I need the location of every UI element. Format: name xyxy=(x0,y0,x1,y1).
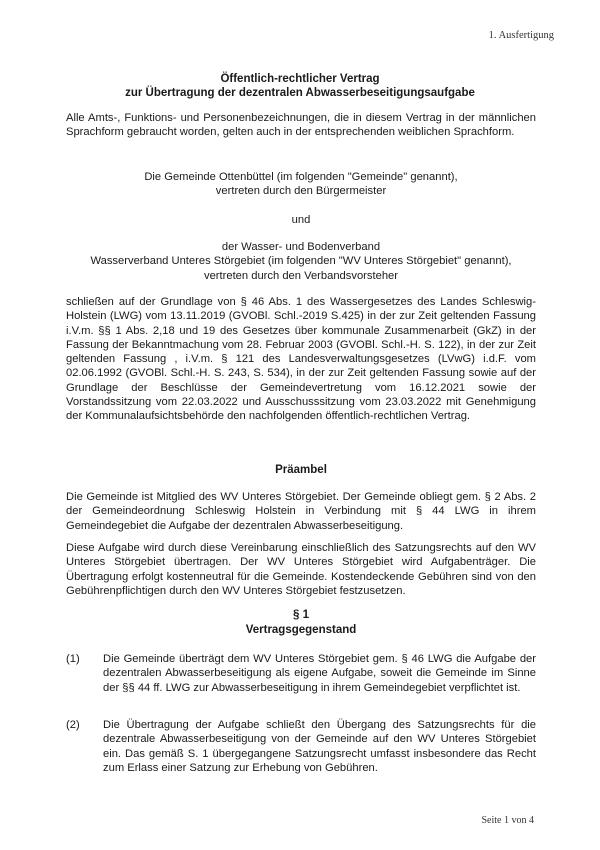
party-gemeinde-line-1: Die Gemeinde Ottenbüttel (im folgenden "Gemeinde" genannt), xyxy=(144,171,458,183)
party-verband-line-1: der Wasser- und Bodenverband xyxy=(221,241,381,253)
item-text: Die Gemeinde überträgt dem WV Unteres Störgebiet gem. § 46 LWG die Aufgabe der dezentralen Abwasserbeseitigung als eigene Aufgabe, soweit die Gemeinde im Sinne der §§ 44 ff. LWG zur Abwasserbeseitigung in ihrem Gemeindegebiet verpflichtet ist. xyxy=(103,653,536,694)
preamble-paragraph-1: Die Gemeinde ist Mitglied des WV Unteres Störgebiet. Der Gemeinde obliegt gem. § 2 Abs. 2 der Gemeindeordnung Schleswig Holstein in Verbindung mit § 44 LWG in ihrem Gemeindegebiet die Aufgabe der dezentralen Abwasserbeseitigung. xyxy=(66,491,536,532)
and-connector: und xyxy=(291,214,311,226)
section-1-number: § 1 xyxy=(293,609,309,621)
section-1-item-2 xyxy=(66,718,536,778)
title-line-2: zur Übertragung der dezentralen Abwasserbeseitigungsaufgabe xyxy=(125,87,475,99)
gender-note: Alle Amts-, Funktions- und Personenbezeichnungen, die in diesem Vertrag in der männlichen Sprachform gebraucht worden, gelten auch in der entsprechenden weiblichen Sprachform. xyxy=(66,112,536,139)
party-verband-line-2: Wasserverband Unteres Störgebiet (im folgenden "WV Unteres Störgebiet" genannt), xyxy=(90,255,512,268)
legal-basis-paragraph: schließen auf der Grundlage von § 46 Abs. 1 des Wassergesetzes des Landes Schleswig-Holstein (LWG) vom 13.11.2019 (GVOBl. Schl.-2019 S.425) in der zur Zeit geltenden Fassung i.V.m. §§ 1 Abs. 2,18 und 19 des Gesetzes über kommunale Zusammenarbeit (GkZ) in der Fassung der Bekanntmachung vom 28. Februar 2003 (GVOBl. Schl.-H. S. 122), in der zur Zeit geltenden Fassung , i.V.m. § 121 des Landesverwaltungsgesetzes (LVwG) i.d.F. vom 02.06.1992 (GVOBl. Schl.-H. S. 243, S. 534), in der zur Zeit geltenden Fassung sowie auf der Grundlage der Beschlüsse der Gemeindevertretung vom 16.12.2021 sowie der Vorstandssitzung vom 22.03.2022 und Ausschusssitzung vom 23.03.2022 mit Genehmigung der Kommunalaufsichtsbehörde den nachfolgenden öffentlich-rechtlichen Vertrag. xyxy=(66,296,536,423)
section-1-heading xyxy=(66,608,536,637)
preamble-paragraph-2: Diese Aufgabe wird durch diese Vereinbarung einschließlich des Satzungsrechts auf den WV Unteres Störgebiet übertragen. Der WV Unteres Störgebiet wird Aufgabenträger. Die Übertragung erfolgt kostenneutral für die Gemeinde. Kostendeckende Gebühren sind von den Gebührenpflichtigen durch den WV Unteres Störgebiet festzusetzen. xyxy=(66,542,536,597)
section-1-item-1 xyxy=(66,652,536,712)
document-title xyxy=(66,72,534,100)
item-text: Die Übertragung der Aufgabe schließt den Übergang des Satzungsrechts für die dezentrale Abwasserbeseitigung von der Gemeinde auf den WV Unteres Störgebiet ein. Das gemäß S. 1 übergegangene Satzungsrecht umfasst insbesondere das Recht zum Erlass einer Satzung zur Erhebung von Gebühren. xyxy=(103,719,536,774)
exemplar-label: 1. Ausfertigung xyxy=(488,30,554,41)
item-number: (2) xyxy=(66,719,80,731)
party-verband xyxy=(66,240,536,283)
item-number: (1) xyxy=(66,653,80,665)
preamble-heading: Präambel xyxy=(275,464,327,476)
party-verband-line-3: vertreten durch den Verbandsvorsteher xyxy=(203,269,399,282)
page-number: Seite 1 von 4 xyxy=(481,815,534,826)
party-gemeinde-line-2: vertreten durch den Bürgermeister xyxy=(215,185,387,198)
party-gemeinde xyxy=(66,170,536,199)
title-line-1: Öffentlich-rechtlicher Vertrag xyxy=(220,73,380,85)
section-1-title: Vertragsgegenstand xyxy=(245,623,357,636)
